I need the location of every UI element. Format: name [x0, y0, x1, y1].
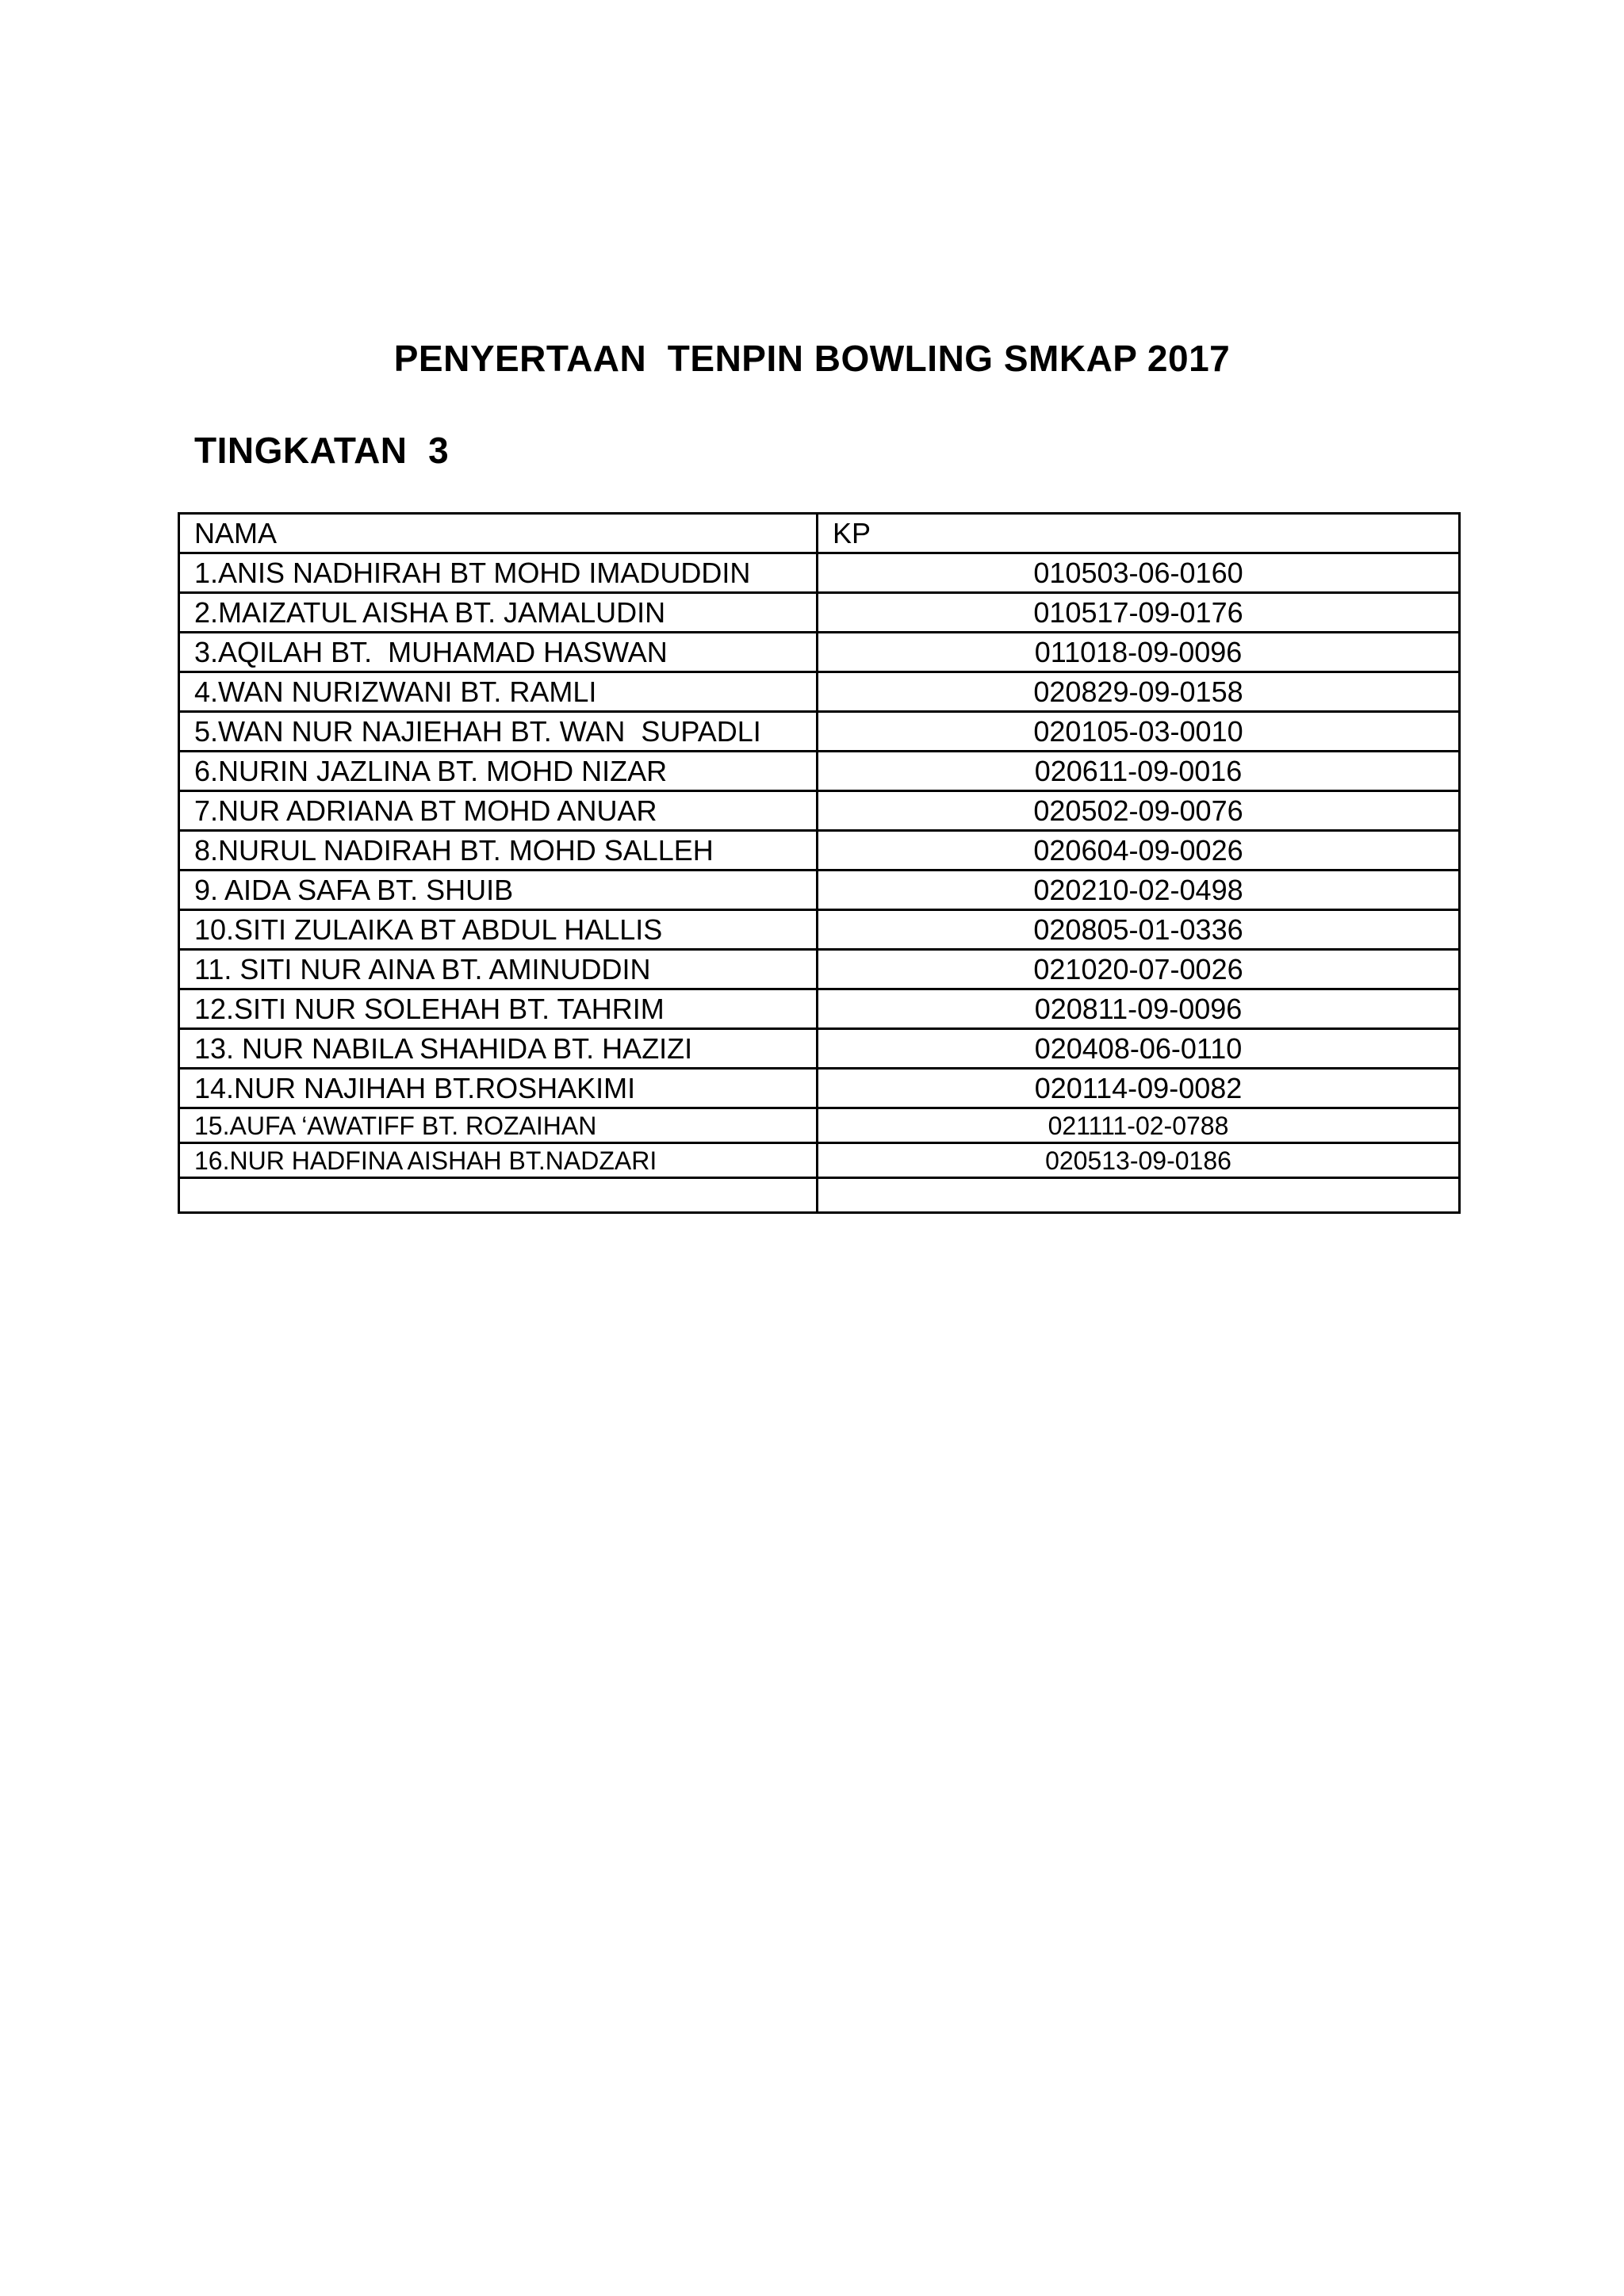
- participant-name: 5.WAN NUR NAJIEHAH BT. WAN SUPADLI: [179, 712, 818, 752]
- participant-name: 1.ANIS NADHIRAH BT MOHD IMADUDDIN: [179, 553, 818, 593]
- participant-kp: 020408-06-0110: [818, 1029, 1460, 1069]
- participant-kp: 020210-02-0498: [818, 871, 1460, 910]
- participant-kp: 010517-09-0176: [818, 593, 1460, 633]
- participant-name: 7.NUR ADRIANA BT MOHD ANUAR: [179, 791, 818, 831]
- participant-kp: 021111-02-0788: [818, 1108, 1460, 1143]
- table-row: [179, 791, 1460, 831]
- participant-kp: 020829-09-0158: [818, 672, 1460, 712]
- table-row: [179, 831, 1460, 871]
- table-row: [179, 752, 1460, 791]
- participant-name: 11. SITI NUR AINA BT. AMINUDDIN: [179, 950, 818, 989]
- participant-name: 8.NURUL NADIRAH BT. MOHD SALLEH: [179, 831, 818, 871]
- table-header-row: [179, 514, 1460, 553]
- participant-name: 2.MAIZATUL AISHA BT. JAMALUDIN: [179, 593, 818, 633]
- participant-kp: 020502-09-0076: [818, 791, 1460, 831]
- participant-name: 3.AQILAH BT. MUHAMAD HASWAN: [179, 633, 818, 672]
- table-row: [179, 1069, 1460, 1108]
- empty-table-row: [179, 1178, 1460, 1213]
- participant-kp: 020611-09-0016: [818, 752, 1460, 791]
- participant-kp: 021020-07-0026: [818, 950, 1460, 989]
- table-row: [179, 871, 1460, 910]
- column-header-kp: KP: [818, 514, 1460, 553]
- table-row: [179, 989, 1460, 1029]
- participant-kp: 020805-01-0336: [818, 910, 1460, 950]
- table-row: [179, 1029, 1460, 1069]
- empty-cell: [818, 1178, 1460, 1213]
- participant-name: 6.NURIN JAZLINA BT. MOHD NIZAR: [179, 752, 818, 791]
- participant-kp: 020604-09-0026: [818, 831, 1460, 871]
- participant-name: 16.NUR HADFINA AISHAH BT.NADZARI: [179, 1143, 818, 1178]
- participant-name: 13. NUR NABILA SHAHIDA BT. HAZIZI: [179, 1029, 818, 1069]
- section-title: TINGKATAN 3: [194, 430, 450, 471]
- participant-name: 12.SITI NUR SOLEHAH BT. TAHRIM: [179, 989, 818, 1029]
- table-row: [179, 910, 1460, 950]
- participants-table: [178, 512, 1461, 1214]
- table-row: [179, 633, 1460, 672]
- column-header-name: NAMA: [179, 514, 818, 553]
- participant-kp: 010503-06-0160: [818, 553, 1460, 593]
- participant-kp: 020811-09-0096: [818, 989, 1460, 1029]
- table-row: [179, 1143, 1460, 1178]
- table-row: [179, 1108, 1460, 1143]
- participant-kp: 020513-09-0186: [818, 1143, 1460, 1178]
- participant-name: 4.WAN NURIZWANI BT. RAMLI: [179, 672, 818, 712]
- participant-name: 14.NUR NAJIHAH BT.ROSHAKIMI: [179, 1069, 818, 1108]
- participant-name: 9. AIDA SAFA BT. SHUIB: [179, 871, 818, 910]
- participant-name: 15.AUFA ‘AWATIFF BT. ROZAIHAN: [179, 1108, 818, 1143]
- participant-kp: 020114-09-0082: [818, 1069, 1460, 1108]
- table-row: [179, 593, 1460, 633]
- empty-cell: [179, 1178, 818, 1213]
- participant-kp: 020105-03-0010: [818, 712, 1460, 752]
- participant-kp: 011018-09-0096: [818, 633, 1460, 672]
- table-row: [179, 950, 1460, 989]
- table-row: [179, 672, 1460, 712]
- table-row: [179, 553, 1460, 593]
- table-row: [179, 712, 1460, 752]
- page-title: PENYERTAAN TENPIN BOWLING SMKAP 2017: [393, 338, 1231, 379]
- participant-name: 10.SITI ZULAIKA BT ABDUL HALLIS: [179, 910, 818, 950]
